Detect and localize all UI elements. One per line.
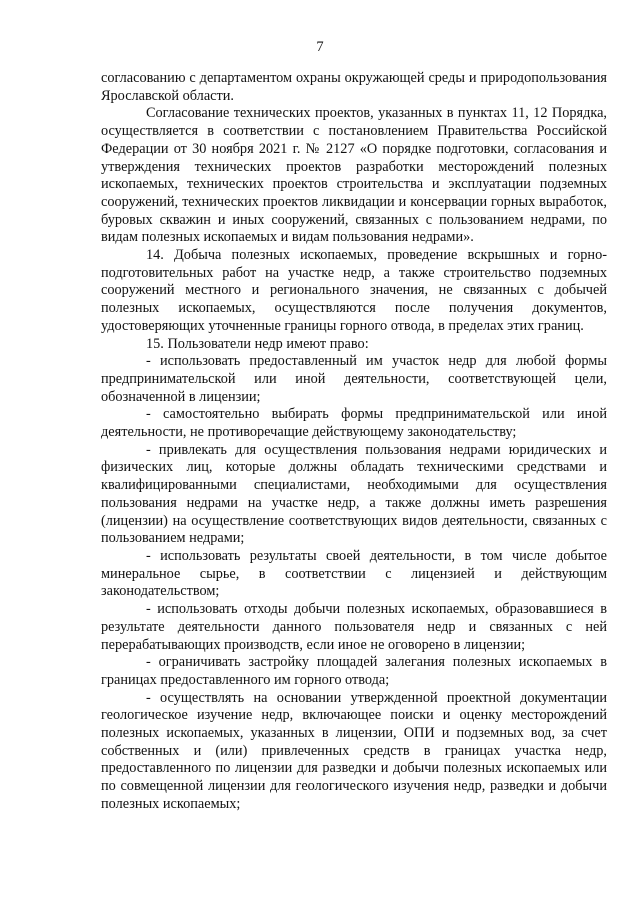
list-item-right-choose-forms: - самостоятельно выбирать формы предпринимательской или иной деятельности, не противоречащие действующему законодательству;	[101, 406, 607, 441]
page-number: 7	[316, 39, 324, 55]
list-item-right-engage-entities: - привлекать для осуществления пользования недрами юридических и физических лиц, которые должны обладать техническими средствами и квалифицированными специалистами, необходимыми для осуществления пользования недрами на участке недр, а также должны иметь разрешения (лицензии) на осуществление соответствующих видов деятельности, связанных с пользованием недрами;	[101, 441, 607, 547]
document-body	[101, 70, 607, 814]
paragraph-item-15-heading: 15. Пользователи недр имеют право:	[146, 335, 369, 352]
list-item-right-restrict-construction: - ограничивать застройку площадей залегания полезных ископаемых в границах предоставленного им горного отвода;	[101, 654, 607, 688]
paragraph-continuation: согласованию с департаментом охраны окружающей среды и природопользования Ярославской области.	[101, 70, 607, 104]
list-item-right-geological-study: - осуществлять на основании утвержденной проектной документации геологическое изучение недр, включающее поиски и оценку месторождений полезных ископаемых, указанных в лицензии, ОПИ и подземных вод, за счет собственных и (или) привлеченных средств в границах участка недр, предоставленного по лицензии для разведки и добычи полезных ископаемых или по совмещенной лицензии для геологического изучения недр, разведки и добычи полезных ископаемых;	[101, 689, 607, 812]
list-item-right-use-waste: - использовать отходы добычи полезных ископаемых, образовавшиеся в результате деятельности данного пользователя недр и связанных с ней перерабатывающих производств, если иное не оговорено в лицензии;	[101, 601, 607, 653]
paragraph-item-14: 14. Добыча полезных ископаемых, проведение вскрышных и горно-подготовительных работ на участке недр, а также строительство подземных сооружений местного и регионального значения, не связанных с добычей полезных ископаемых, осуществляются после получения документов, удостоверяющих уточненные границы горного отвода, в пределах этих границ.	[101, 247, 607, 334]
list-item-right-use-plot: - использовать предоставленный им участок недр для любой формы предпринимательской или иной деятельности, соответствующей цели, обозначенной в лицензии;	[101, 353, 607, 405]
paragraph-technical-projects-approval: Согласование технических проектов, указанных в пунктах 11, 12 Порядка, осуществляется в соответствии с постановлением Правительства Российской Федерации от 30 ноября 2021 г. № 2127 «О порядке подготовки, согласования и утверждения технических проектов разработки месторождений полезных ископаемых, технических проектов строительства и эксплуатации подземных сооружений, технических проектов ликвидации и консервации горных выработок, буровых скважин и иных сооружений, связанных с пользованием недрами, по видам полезных ископаемых и видам пользования недрами».	[101, 105, 607, 246]
list-item-right-use-results: - использовать результаты своей деятельности, в том числе добытое минеральное сырье, в соответствии с лицензией и действующим законодательством;	[101, 547, 607, 600]
